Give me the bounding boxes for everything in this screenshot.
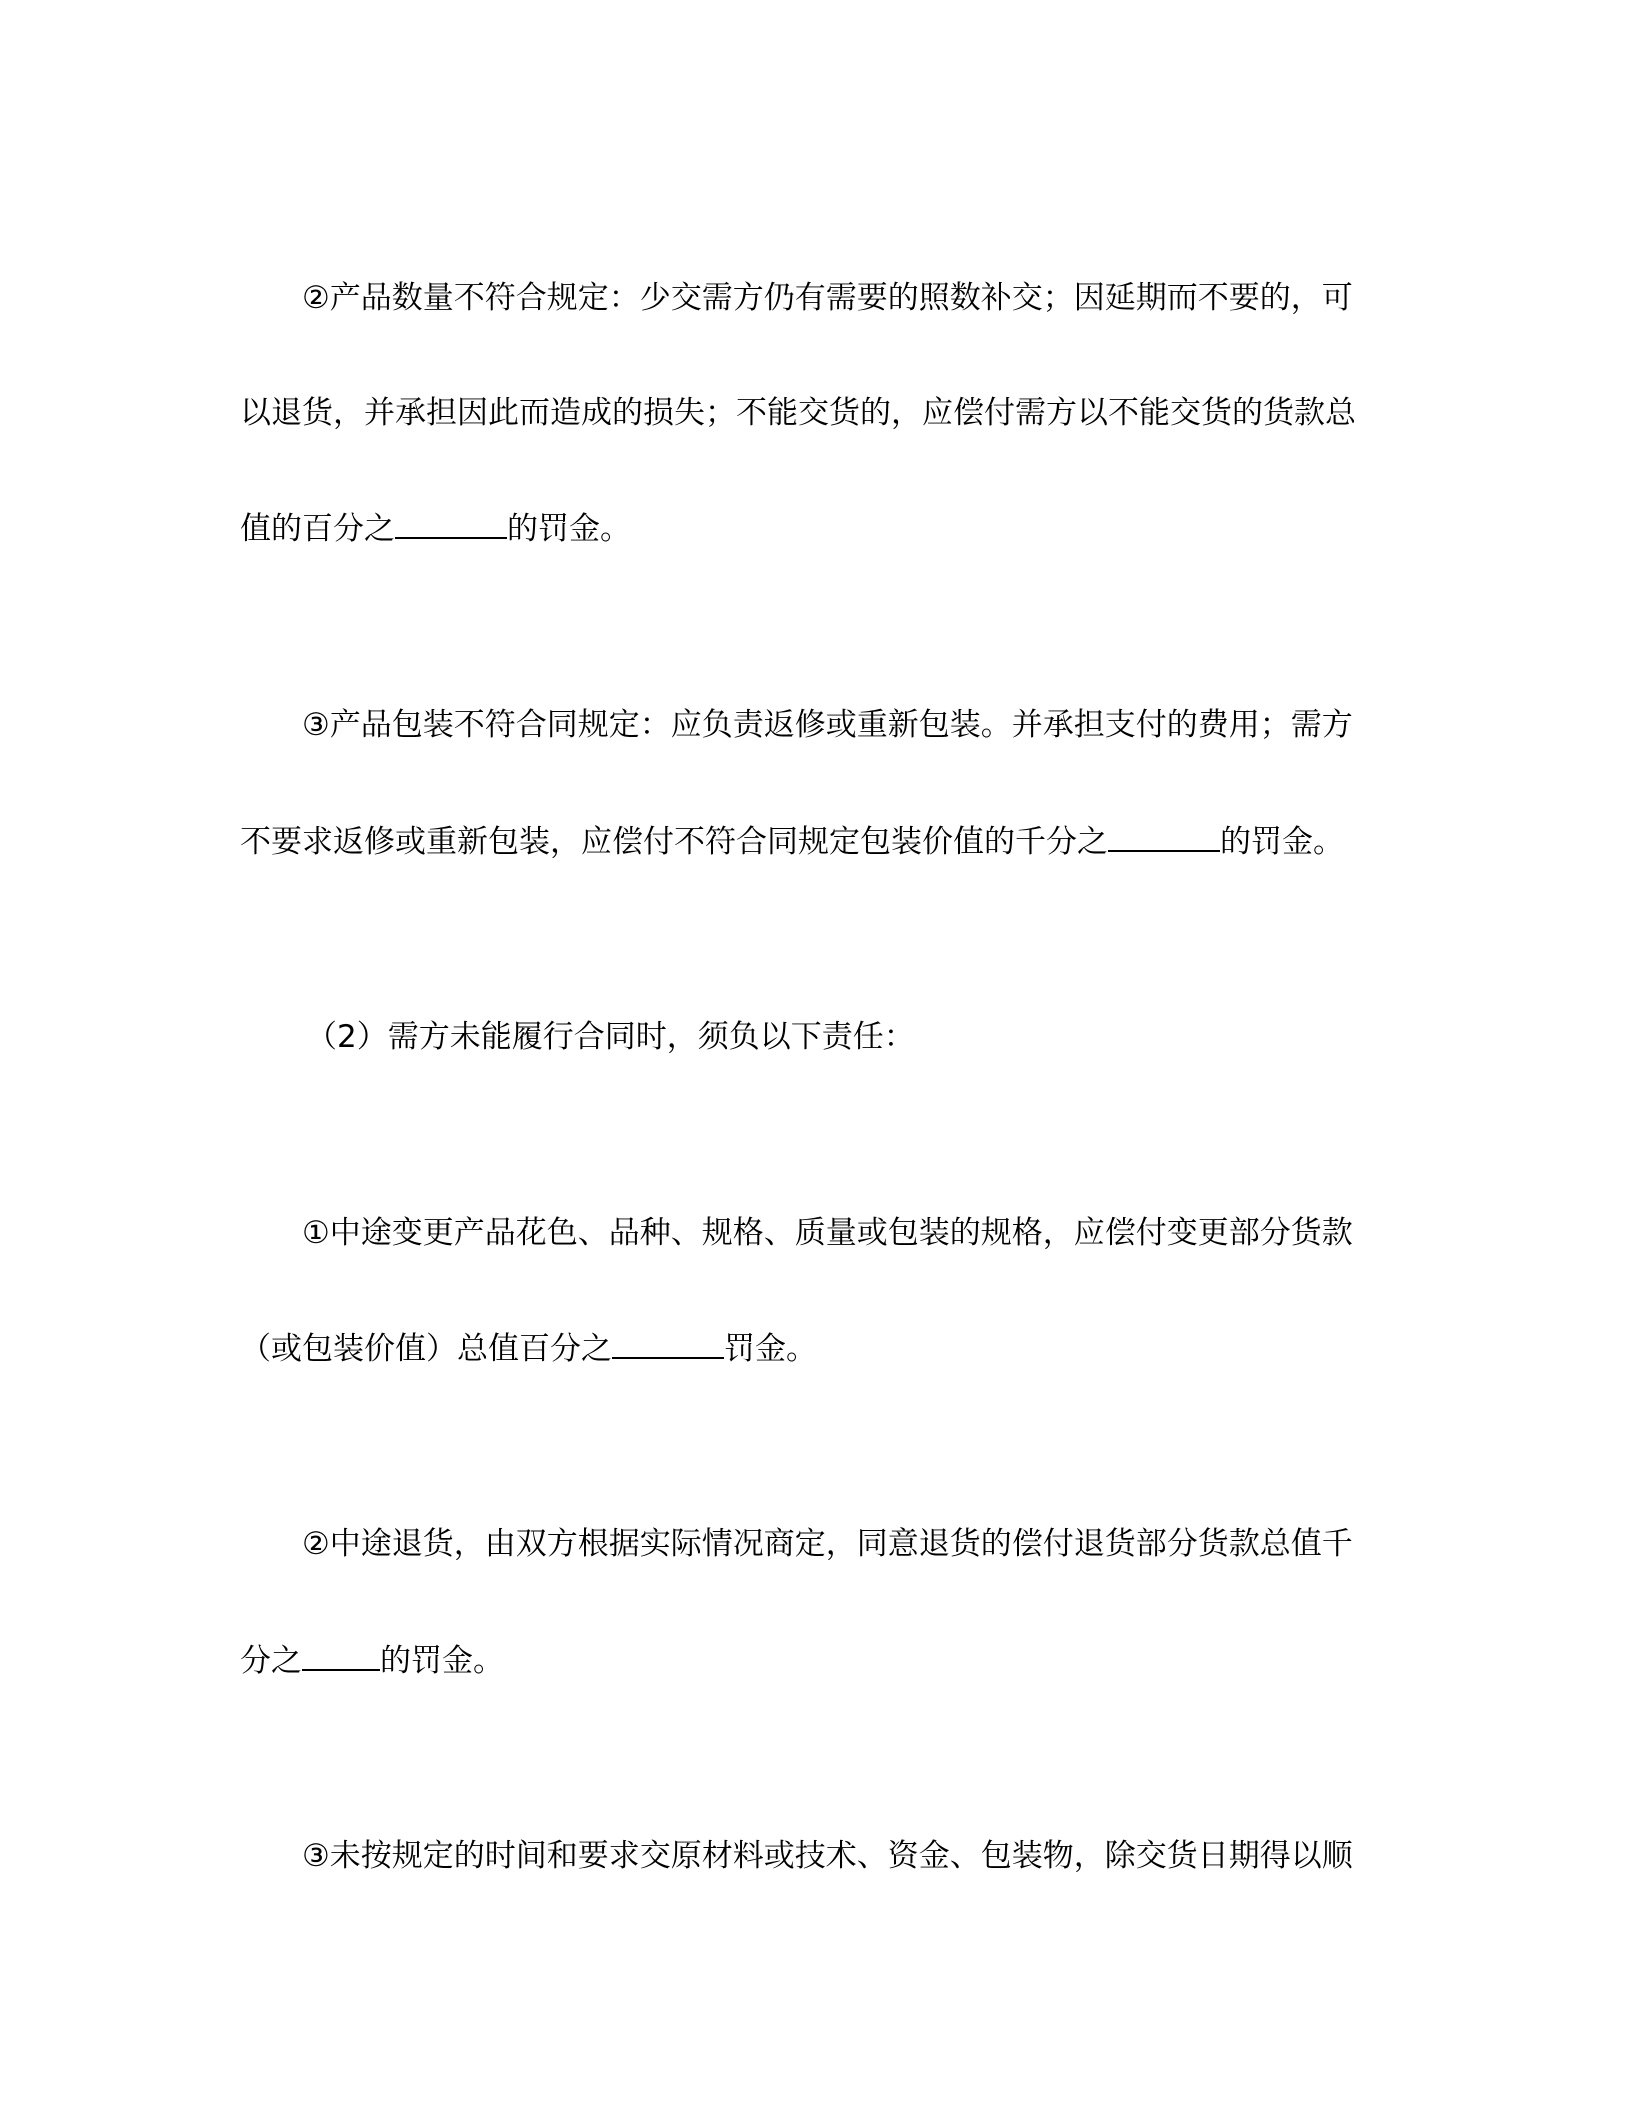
paragraph-quantity-line-3 bbox=[240, 507, 1380, 549]
paragraph-materials-line-1: ③未按规定的时间和要求交原材料或技术、资金、包装物，除交货日期得以顺 bbox=[302, 1838, 1353, 1874]
fill-in-blank[interactable] bbox=[612, 1327, 724, 1359]
paragraph-change-line-2 bbox=[240, 1327, 1380, 1369]
section-heading-buyer-liability: （2）需方未能履行合同时，须负以下责任： bbox=[306, 1019, 915, 1055]
paragraph-quantity-line-1: ②产品数量不符合规定：少交需方仍有需要的照数补交；因延期而不要的，可 bbox=[302, 280, 1353, 316]
fill-in-blank[interactable] bbox=[302, 1639, 380, 1671]
paragraph-return-line-1: ②中途退货，由双方根据实际情况商定，同意退货的偿付退货部分货款总值千 bbox=[302, 1526, 1353, 1562]
paragraph-change-text-after-blank: 罚金。 bbox=[724, 1331, 817, 1367]
paragraph-change-line-1: ①中途变更产品花色、品种、规格、质量或包装的规格，应偿付变更部分货款 bbox=[302, 1215, 1353, 1251]
paragraph-quantity-text-after-blank: 的罚金。 bbox=[507, 511, 631, 547]
paragraph-quantity-text-before-blank: 值的百分之 bbox=[240, 511, 395, 547]
paragraph-quantity-line-2: 以退货，并承担因此而造成的损失；不能交货的，应偿付需方以不能交货的货款总 bbox=[240, 395, 1356, 431]
paragraph-packaging-text-before-blank: 不要求返修或重新包装，应偿付不符合同规定包装价值的千分之 bbox=[240, 824, 1108, 860]
paragraph-return-text-before-blank: 分之 bbox=[240, 1643, 302, 1679]
paragraph-return-text-after-blank: 的罚金。 bbox=[380, 1643, 504, 1679]
paragraph-packaging-text-after-blank: 的罚金。 bbox=[1220, 824, 1344, 860]
fill-in-blank[interactable] bbox=[395, 507, 507, 539]
paragraph-return-line-2 bbox=[240, 1639, 1380, 1681]
paragraph-packaging-line-2 bbox=[240, 820, 1380, 862]
paragraph-change-text-before-blank: （或包装价值）总值百分之 bbox=[240, 1331, 612, 1367]
paragraph-packaging-line-1: ③产品包装不符合同规定：应负责返修或重新包装。并承担支付的费用；需方 bbox=[302, 707, 1353, 743]
fill-in-blank[interactable] bbox=[1108, 820, 1220, 852]
